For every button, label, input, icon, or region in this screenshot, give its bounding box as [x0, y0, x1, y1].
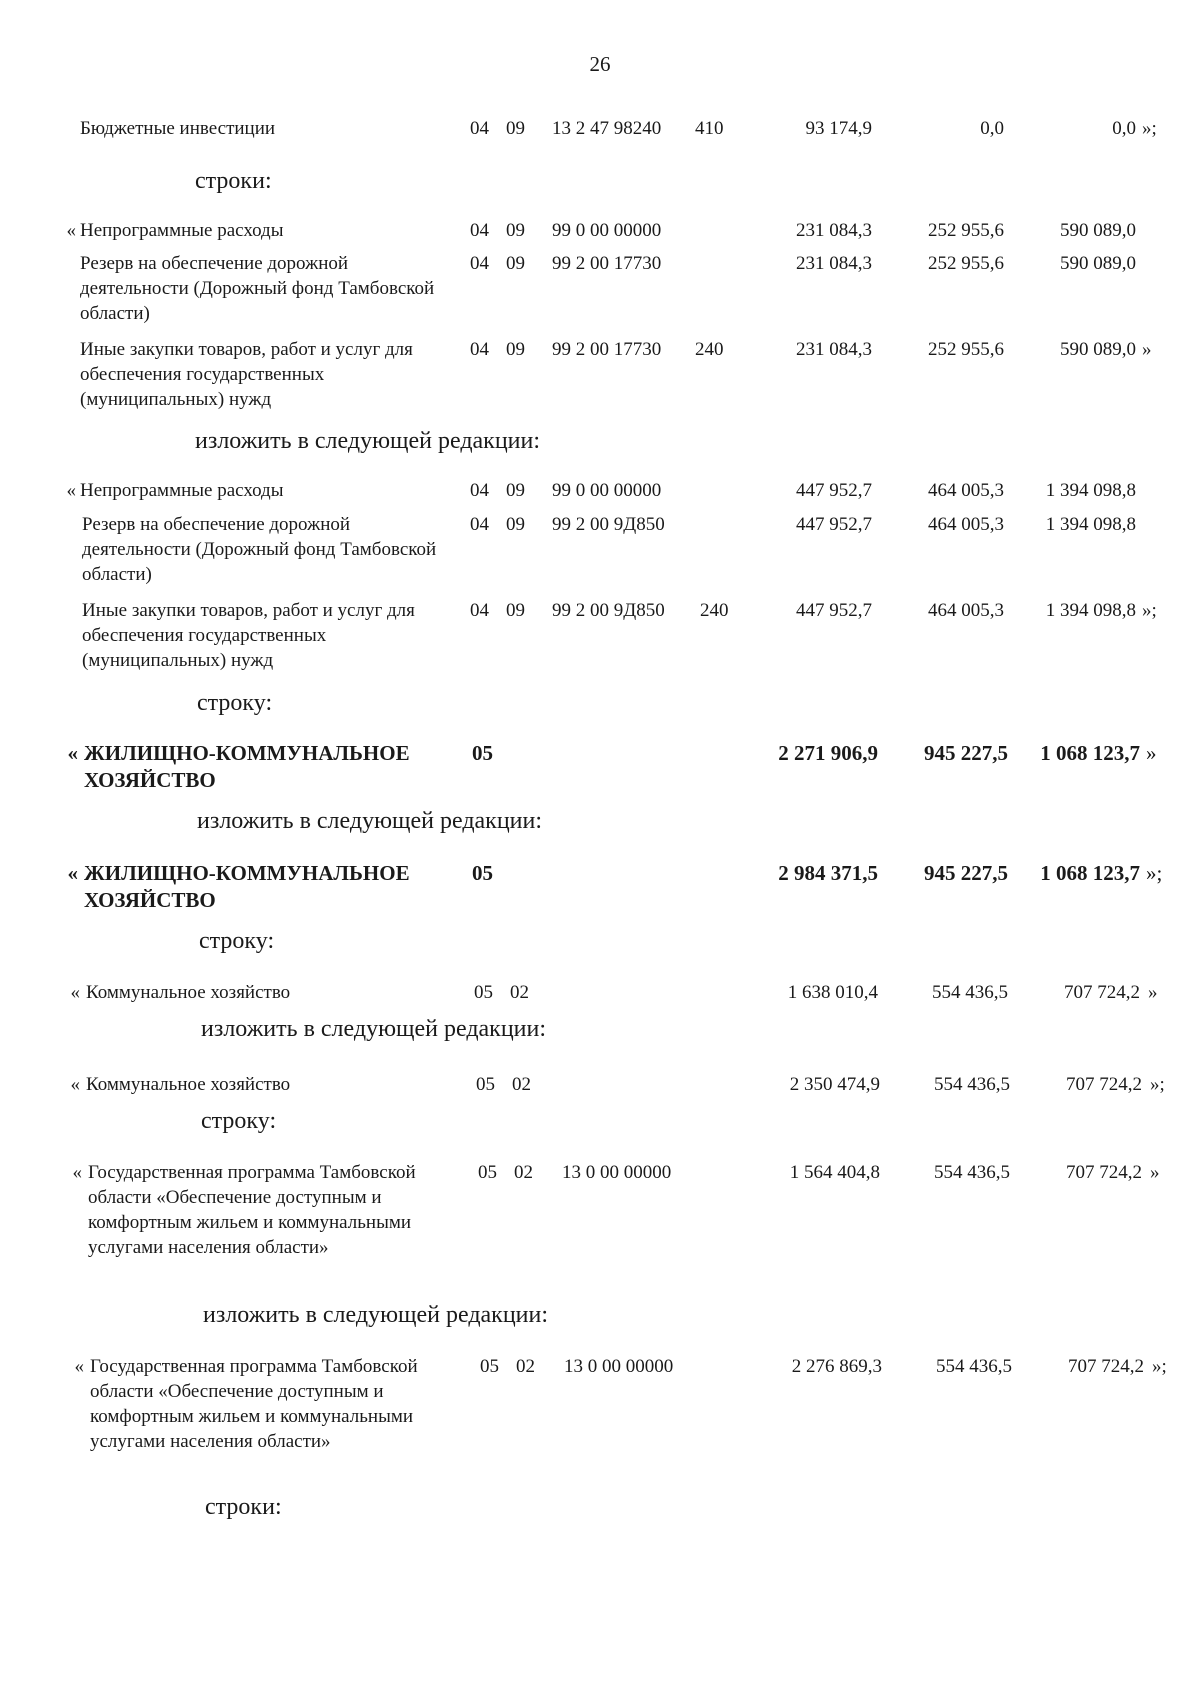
closing-quote: »	[1150, 1162, 1160, 1183]
value-year-1: 1 564 404,8	[789, 1162, 880, 1183]
value-year-1: 447 952,7	[796, 480, 872, 501]
row-name: Непрограммные расходы	[80, 220, 284, 241]
value-year-3: 590 089,0	[1060, 339, 1136, 360]
value-year-1: 2 276 869,3	[791, 1356, 882, 1377]
value-year-1: 231 084,3	[796, 253, 872, 274]
value-year-1: 447 952,7	[796, 600, 872, 621]
razdel-code: 04	[470, 253, 489, 274]
closing-quote: »;	[1142, 118, 1157, 139]
opening-quote: «	[67, 741, 78, 765]
instruction-text: изложить в следующей редакции:	[195, 428, 541, 454]
podrazdel-code: 09	[506, 253, 525, 274]
podrazdel-code: 09	[506, 480, 525, 501]
value-year-2: 554 436,5	[934, 1162, 1010, 1183]
razdel-code: 04	[470, 220, 489, 241]
target-article-code: 13 0 00 00000	[562, 1162, 672, 1183]
value-year-2: 464 005,3	[928, 514, 1004, 535]
instruction-text: строки:	[195, 168, 272, 194]
expense-type-code: 410	[695, 118, 724, 139]
podrazdel-code: 02	[510, 982, 529, 1003]
row-name: Резерв на обеспечение дорожной деятельности (Дорожный фонд Тамбовской области)	[82, 514, 437, 585]
podrazdel-code: 09	[506, 600, 525, 621]
value-year-2: 464 005,3	[928, 480, 1004, 501]
razdel-code: 05	[478, 1162, 497, 1183]
value-year-2: 945 227,5	[924, 741, 1008, 765]
closing-quote: »;	[1150, 1074, 1165, 1095]
value-year-1: 93 174,9	[805, 118, 872, 139]
opening-quote: «	[70, 982, 80, 1003]
value-year-1: 2 984 371,5	[778, 861, 878, 885]
value-year-1: 1 638 010,4	[787, 982, 878, 1003]
value-year-1: 231 084,3	[796, 220, 872, 241]
row-name: Резерв на обеспечение дорожной деятельности (Дорожный фонд Тамбовской области)	[80, 253, 435, 324]
podrazdel-code: 09	[506, 514, 525, 535]
razdel-code: 04	[470, 339, 489, 360]
value-year-2: 554 436,5	[932, 982, 1008, 1003]
target-article-code: 99 2 00 17730	[552, 339, 662, 360]
value-year-3: 707 724,2	[1066, 1162, 1142, 1183]
target-article-code: 13 2 47 98240	[552, 118, 662, 139]
value-year-3: 707 724,2	[1068, 1356, 1144, 1377]
value-year-2: 252 955,6	[928, 253, 1004, 274]
expense-type-code: 240	[700, 600, 729, 621]
value-year-2: 554 436,5	[936, 1356, 1012, 1377]
row-name: Бюджетные инвестиции	[80, 118, 276, 139]
value-year-1: 447 952,7	[796, 514, 872, 535]
opening-quote: «	[72, 1162, 82, 1183]
razdel-code: 04	[470, 514, 489, 535]
expense-type-code: 240	[695, 339, 724, 360]
closing-quote: »;	[1152, 1356, 1167, 1377]
instruction-text: строку:	[197, 690, 273, 716]
row-name: Иные закупки товаров, работ и услуг для обеспечения государственных (муниципальных) нужд	[80, 339, 413, 410]
target-article-code: 99 2 00 17730	[552, 253, 662, 274]
target-article-code: 99 0 00 00000	[552, 220, 662, 241]
value-year-1: 2 271 906,9	[778, 741, 878, 765]
value-year-3: 1 394 098,8	[1045, 514, 1136, 535]
opening-quote: «	[66, 480, 76, 501]
value-year-3: 1 394 098,8	[1045, 480, 1136, 501]
value-year-2: 554 436,5	[934, 1074, 1010, 1095]
razdel-code: 04	[470, 118, 489, 139]
value-year-3: 707 724,2	[1064, 982, 1140, 1003]
razdel-code: 05	[472, 741, 493, 765]
row-name: Коммунальное хозяйство	[86, 1074, 291, 1095]
value-year-3: 1 068 123,7	[1040, 741, 1140, 765]
row-name: Государственная программа Тамбовской области «Обеспечение доступным и комфортным жильем и коммунальными услугами населения области»	[88, 1162, 416, 1258]
value-year-2: 464 005,3	[928, 600, 1004, 621]
instruction-text: строку:	[201, 1108, 277, 1134]
razdel-code: 05	[472, 861, 493, 885]
instruction-text: строки:	[205, 1494, 282, 1520]
target-article-code: 99 0 00 00000	[552, 480, 662, 501]
razdel-code: 04	[470, 600, 489, 621]
value-year-1: 2 350 474,9	[789, 1074, 880, 1095]
closing-quote: »	[1142, 339, 1152, 360]
instruction-text: изложить в следующей редакции:	[201, 1016, 547, 1042]
row-name: Государственная программа Тамбовской области «Обеспечение доступным и комфортным жильем и коммунальными услугами населения области»	[90, 1356, 418, 1452]
value-year-2: 0,0	[980, 118, 1004, 139]
row-name: ЖИЛИЩНО-КОММУНАЛЬНОЕ ХОЗЯЙСТВО	[84, 861, 410, 912]
closing-quote: »;	[1142, 600, 1157, 621]
opening-quote: «	[66, 220, 76, 241]
row-name: Коммунальное хозяйство	[86, 982, 291, 1003]
closing-quote: »	[1146, 741, 1157, 765]
value-year-3: 707 724,2	[1066, 1074, 1142, 1095]
value-year-2: 252 955,6	[928, 339, 1004, 360]
instruction-text: изложить в следующей редакции:	[197, 808, 543, 834]
podrazdel-code: 02	[516, 1356, 535, 1377]
value-year-3: 1 068 123,7	[1040, 861, 1140, 885]
closing-quote: »;	[1146, 861, 1163, 885]
podrazdel-code: 09	[506, 339, 525, 360]
target-article-code: 99 2 00 9Д850	[552, 514, 665, 535]
value-year-3: 1 394 098,8	[1045, 600, 1136, 621]
value-year-2: 945 227,5	[924, 861, 1008, 885]
razdel-code: 04	[470, 480, 489, 501]
row-name: ЖИЛИЩНО-КОММУНАЛЬНОЕ ХОЗЯЙСТВО	[84, 741, 410, 792]
value-year-2: 252 955,6	[928, 220, 1004, 241]
opening-quote: «	[67, 861, 78, 885]
razdel-code: 05	[480, 1356, 499, 1377]
target-article-code: 13 0 00 00000	[564, 1356, 674, 1377]
podrazdel-code: 02	[514, 1162, 533, 1183]
podrazdel-code: 09	[506, 118, 525, 139]
podrazdel-code: 09	[506, 220, 525, 241]
value-year-3: 0,0	[1112, 118, 1136, 139]
opening-quote: «	[74, 1356, 84, 1377]
closing-quote: »	[1148, 982, 1158, 1003]
instruction-text: изложить в следующей редакции:	[203, 1302, 549, 1328]
target-article-code: 99 2 00 9Д850	[552, 600, 665, 621]
row-name: Непрограммные расходы	[80, 480, 284, 501]
razdel-code: 05	[474, 982, 493, 1003]
value-year-3: 590 089,0	[1060, 220, 1136, 241]
razdel-code: 05	[476, 1074, 495, 1095]
opening-quote: «	[70, 1074, 80, 1095]
instruction-text: строку:	[199, 928, 275, 954]
podrazdel-code: 02	[512, 1074, 531, 1095]
value-year-3: 590 089,0	[1060, 253, 1136, 274]
page-number: 26	[589, 52, 611, 76]
row-name: Иные закупки товаров, работ и услуг для обеспечения государственных (муниципальных) нужд	[82, 600, 415, 671]
value-year-1: 231 084,3	[796, 339, 872, 360]
